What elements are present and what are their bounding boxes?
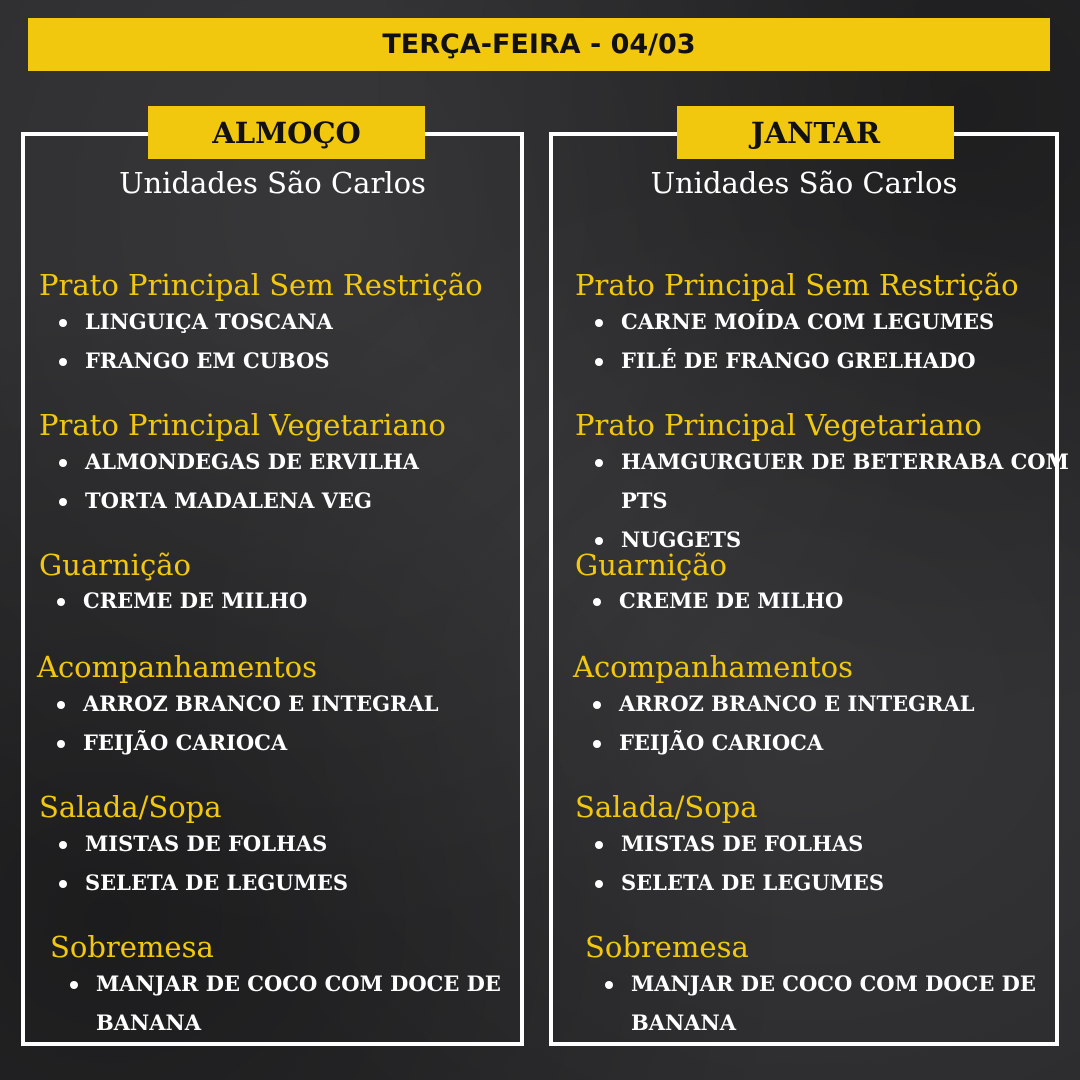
bullet [595, 841, 603, 849]
bullet [593, 701, 601, 709]
section-heading: Sobremesa [50, 930, 214, 964]
section-heading: Prato Principal Vegetariano [39, 408, 446, 442]
section-heading: Salada/Sopa [39, 790, 222, 824]
menu-item: LINGUIÇA TOSCANA [85, 309, 333, 334]
menu-item: MISTAS DE FOLHAS [621, 831, 864, 856]
menu-item: BANANA [96, 1010, 202, 1035]
bullet [595, 319, 603, 327]
section-heading: Prato Principal Sem Restrição [575, 268, 1019, 302]
menu-item: MANJAR DE COCO COM DOCE DE [631, 971, 1036, 996]
bullet [595, 358, 603, 366]
menu-item: TORTA MADALENA VEG [85, 488, 372, 513]
bullet [595, 459, 603, 467]
bullet [593, 598, 601, 606]
lunch-unit: Unidades São Carlos [119, 166, 426, 200]
bullet [593, 740, 601, 748]
section-heading: Prato Principal Vegetariano [575, 408, 982, 442]
menu-item: CREME DE MILHO [619, 588, 844, 613]
menu-item: SELETA DE LEGUMES [621, 870, 884, 895]
menu-item: ARROZ BRANCO E INTEGRAL [83, 691, 439, 716]
menu-item: FEIJÃO CARIOCA [83, 730, 288, 755]
menu-item: MANJAR DE COCO COM DOCE DE [96, 971, 501, 996]
menu-item: HAMGURGUER DE BETERRABA COM [621, 449, 1069, 474]
menu-item: PTS [621, 488, 668, 513]
section-heading: Salada/Sopa [575, 790, 758, 824]
bullet [595, 537, 603, 545]
menu-item: FRANGO EM CUBOS [85, 348, 330, 373]
bullet [59, 841, 67, 849]
dinner-unit: Unidades São Carlos [650, 166, 958, 200]
bullet [59, 498, 67, 506]
lunch-label: ALMOÇO [148, 106, 425, 159]
menu-item: CARNE MOÍDA COM LEGUMES [621, 309, 995, 334]
dinner-label: JANTAR [677, 106, 954, 159]
page-title: TERÇA-FEIRA - 04/03 [28, 18, 1050, 71]
bullet [605, 981, 613, 989]
bullet [57, 740, 65, 748]
bullet [595, 880, 603, 888]
menu-item: BANANA [631, 1010, 737, 1035]
bullet [59, 880, 67, 888]
bullet [57, 598, 65, 606]
menu-item: ARROZ BRANCO E INTEGRAL [619, 691, 975, 716]
menu-item: FILÉ DE FRANGO GRELHADO [621, 348, 976, 373]
section-heading: Guarnição [575, 548, 727, 582]
section-heading: Sobremesa [585, 930, 749, 964]
bullet [59, 358, 67, 366]
menu-item: NUGGETS [621, 527, 742, 552]
bullet [70, 981, 78, 989]
section-heading: Prato Principal Sem Restrição [39, 268, 483, 302]
bullet [57, 701, 65, 709]
section-heading: Guarnição [39, 548, 191, 582]
bullet [59, 319, 67, 327]
menu-item: ALMONDEGAS DE ERVILHA [85, 449, 419, 474]
menu-item: CREME DE MILHO [83, 588, 308, 613]
menu-item: MISTAS DE FOLHAS [85, 831, 328, 856]
section-heading: Acompanhamentos [573, 650, 853, 684]
menu-item: FEIJÃO CARIOCA [619, 730, 824, 755]
menu-item: SELETA DE LEGUMES [85, 870, 348, 895]
section-heading: Acompanhamentos [37, 650, 317, 684]
bullet [59, 459, 67, 467]
